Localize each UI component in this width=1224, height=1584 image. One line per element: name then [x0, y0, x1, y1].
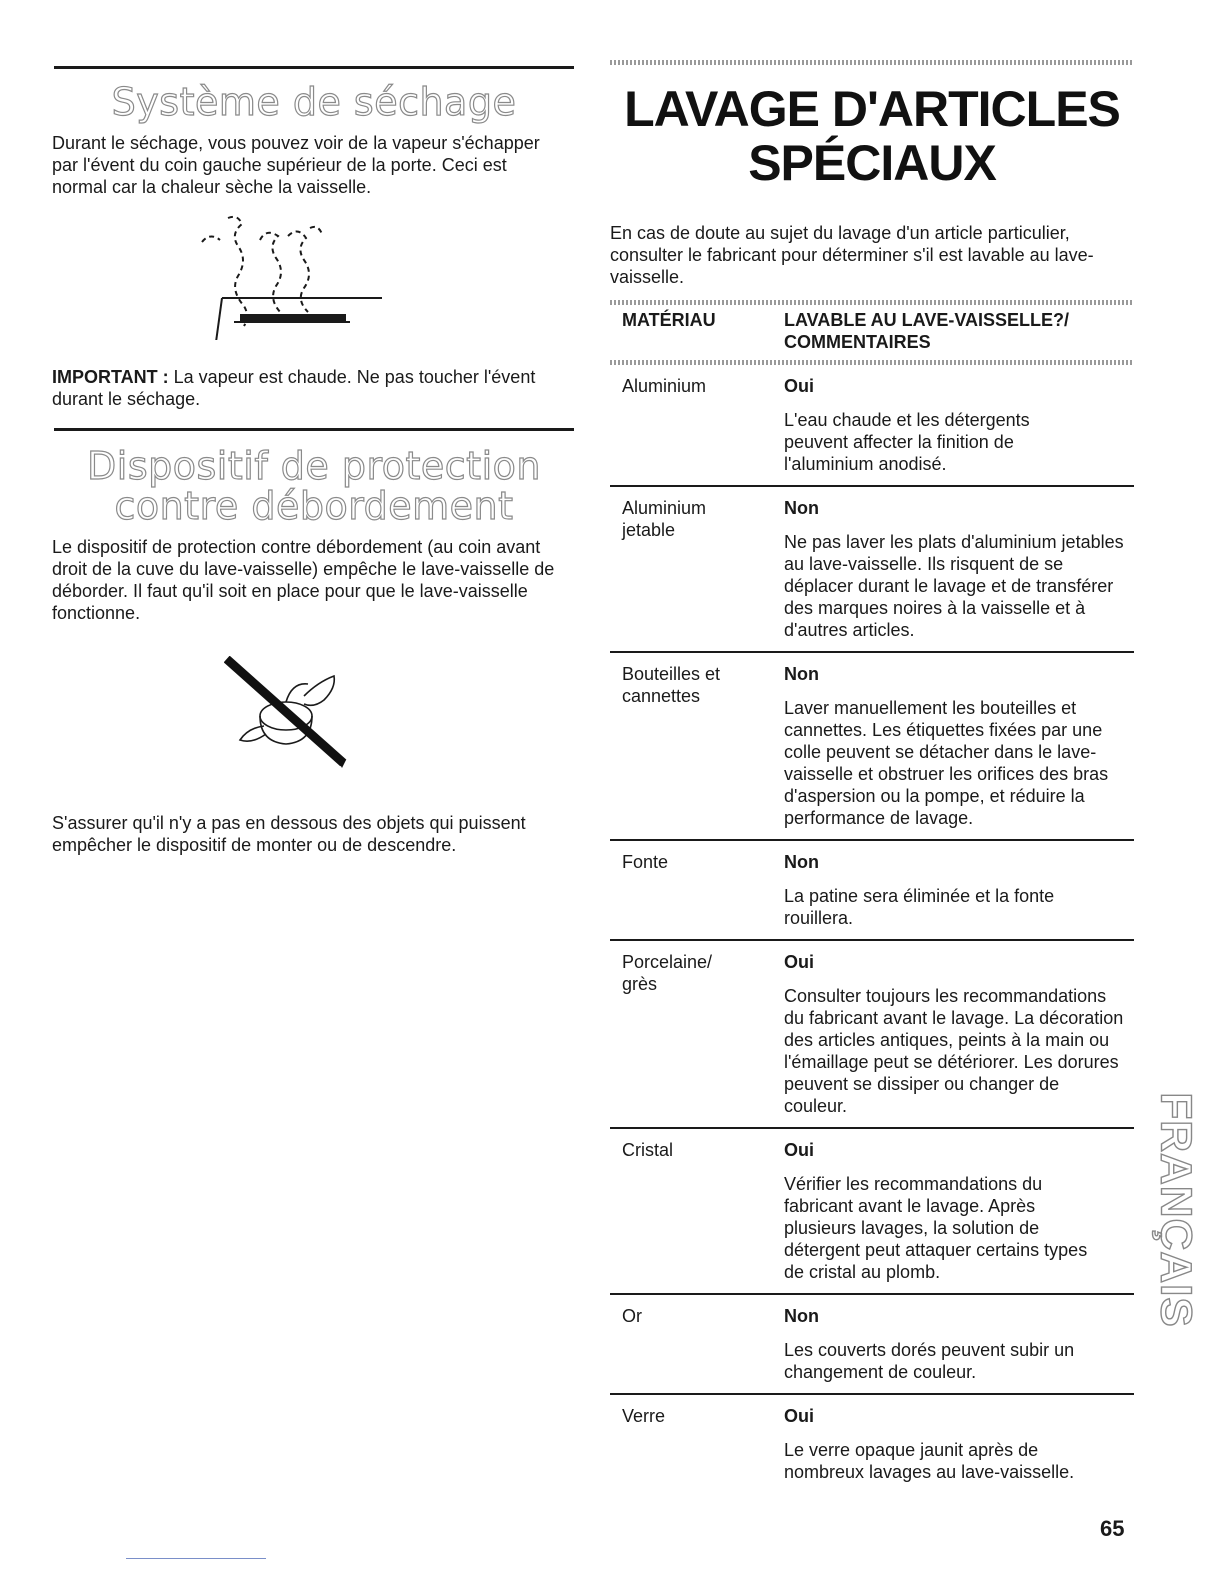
important-text: La vapeur est chaude. Ne pas toucher l'évent durant le séchage. — [52, 367, 536, 409]
header-washable: LAVABLE AU LAVE-VAISSELLE?/ COMMENTAIRES — [784, 310, 1070, 352]
row-material: Porcelaine/ grès — [622, 952, 713, 994]
table-row — [610, 487, 1134, 653]
bottom-link-line — [126, 1558, 266, 1559]
table-row — [610, 841, 1134, 941]
table-header — [610, 300, 1134, 360]
table-row — [610, 1395, 1134, 1493]
language-side-tab — [1148, 1080, 1204, 1340]
table-row — [610, 365, 1134, 487]
row-verdict: Oui — [784, 1406, 814, 1426]
drying-section-rule — [54, 66, 574, 69]
overflow-section-rule — [54, 428, 574, 431]
drying-paragraph: Durant le séchage, vous pouvez voir de la vapeur s'échapper par l'évent du coin gauche supérieur de la porte. Ceci est normal car la chaleur sèche la vaisselle. — [52, 133, 540, 197]
row-material: Or — [622, 1306, 642, 1326]
row-comment: Les couverts dorés peuvent subir un changement de couleur. — [784, 1340, 1075, 1382]
row-comment: Le verre opaque jaunit après de nombreux lavages au lave-vaisselle. — [784, 1440, 1075, 1482]
table-row — [610, 941, 1134, 1129]
row-verdict: Non — [784, 1306, 819, 1326]
title-top-rule — [610, 60, 1134, 65]
row-comment: L'eau chaude et les détergents peuvent affecter la finition de l'aluminium anodisé. — [784, 410, 1030, 474]
page-number: 65 — [1100, 1516, 1125, 1541]
row-verdict: Oui — [784, 952, 814, 972]
row-verdict: Oui — [784, 1140, 814, 1160]
row-verdict: Non — [784, 664, 819, 684]
row-verdict: Non — [784, 498, 819, 518]
row-comment: Vérifier les recommandations du fabricant avant le lavage. Après plusieurs lavages, la solution de détergent peut attaquer certains types de cristal au plomb. — [784, 1174, 1088, 1282]
overflow-note: S'assurer qu'il n'y a pas en dessous des objets qui puissent empêcher le dispositif de monter ou de descendre. — [52, 813, 526, 855]
row-material: Fonte — [622, 852, 669, 872]
page-title-line1: LAVAGE D'ARTICLES — [624, 81, 1120, 137]
special-items-table — [610, 300, 1134, 1493]
row-material: Aluminium jetable — [622, 498, 707, 540]
important-label: IMPORTANT : — [52, 367, 169, 387]
row-material: Bouteilles et cannettes — [622, 664, 721, 706]
row-verdict: Non — [784, 852, 819, 872]
row-material: Cristal — [622, 1140, 674, 1160]
overflow-paragraph: Le dispositif de protection contre débordement (au coin avant droit de la cuve du lave-vaisselle) empêche le lave-vaisselle de déborder. Il faut qu'il soit en place pour que le lave-vaisselle fonctionne. — [52, 537, 555, 623]
row-material: Verre — [622, 1406, 666, 1426]
header-material: MATÉRIAU — [622, 310, 716, 330]
row-comment: Ne pas laver les plats d'aluminium jetables au lave-vaisselle. Ils risquent de se déplacer durant le lavage et de transférer des marques noires à la vaisselle et à d'autres articles. — [784, 532, 1124, 640]
drying-section-title: Système de séchage — [111, 80, 517, 124]
steam-vent-illustration — [190, 210, 390, 340]
row-comment: Laver manuellement les bouteilles et cannettes. Les étiquettes fixées par une colle peuvent se détacher dans le lave-vaisselle et obstruer les orifices des bras d'aspersion ou la pompe, et réduire la performance de lavage. — [784, 698, 1109, 828]
table-row — [610, 653, 1134, 841]
overflow-section-title: Dispositif de protection contre débordement — [87, 444, 541, 528]
row-material: Aluminium — [622, 376, 707, 396]
no-objects-under-float-icon — [224, 656, 354, 770]
row-comment: La patine sera éliminée et la fonte rouillera. — [784, 886, 1055, 928]
intro-paragraph: En cas de doute au sujet du lavage d'un article particulier, consulter le fabricant pour déterminer s'il est lavable au lave-vaisselle. — [610, 223, 1094, 287]
important-note — [52, 366, 557, 410]
page-title-line2: SPÉCIAUX — [748, 135, 996, 191]
language-side-tab-label: FRANÇAIS — [1152, 1092, 1202, 1328]
table-row — [610, 1295, 1134, 1395]
row-verdict: Oui — [784, 376, 814, 396]
row-comment: Consulter toujours les recommandations du fabricant avant le lavage. La décoration des articles antiques, peints à la main ou l'émaillage peut se détériorer. Les dorures peuvent se dissiper ou changer de couleur. — [784, 986, 1124, 1116]
table-row — [610, 1129, 1134, 1295]
